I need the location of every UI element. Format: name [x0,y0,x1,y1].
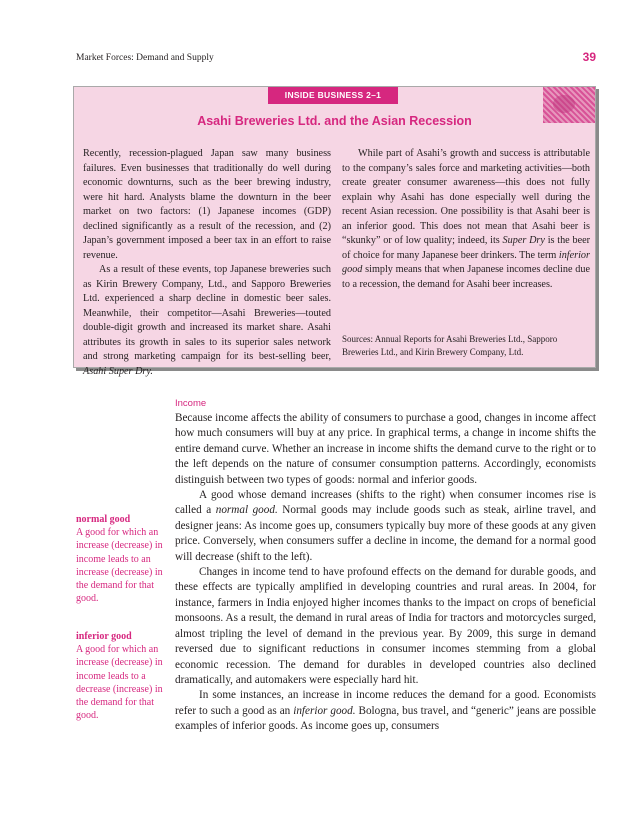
brand-name-emphasis: Asahi Super Dry. [83,365,153,377]
box-right-paragraph-1 [342,147,590,292]
box-right-p1-text-b: is the beer of choice for many Japanese beer drinkers. The term [342,235,591,261]
inside-business-box [73,86,596,377]
glossary-term: inferior good [76,631,132,642]
page-number: 39 [582,50,596,64]
glossary-definition: A good for which an increase (decrease) in income leads to a decrease (increase) in the demand for that good. [76,644,163,722]
glossary-term: normal good [76,514,131,525]
main-p4-text-b: Bologna, bus travel, and “generic” jeans are possible examples of inferior goods. As income goes up, consumers [175,704,596,733]
main-paragraph-4 [175,688,596,734]
inferior-good-term-emphasis: inferior good. [293,704,356,717]
box-left-column [83,147,331,379]
glossary-definition: A good for which an increase (decrease) in income leads to an increase (decrease) in the demand for that good. [76,527,163,605]
normal-good-emphasis: normal good. [215,504,278,517]
box-left-paragraph-1: Recently, recession-plagued Japan saw many business failures. Even businesses that traditionally do well during economic downturns, such as the beer brewing industry, were hit hard. Analysts blame the downturn in the beer market on two factors: (1) Japanese incomes (GDP) declined significantly as a result of the recession, and (2) Japan’s government imposed a beer tax in an effort to raise revenue. [83,148,331,261]
box-right-column [342,147,590,292]
glossary-inferior-good [76,630,164,722]
super-dry-emphasis: Super Dry [502,235,545,246]
box-right-p1-text-a: While part of Asahi’s growth and success is attributable to the company’s sales force and marketing activities—both create greater consumer awareness—this does not fully explain why Asahi has done especially well during the recent Asian recession. One possibility is that Asahi beer is an inferior good. This does not mean that Asahi beer is “skunky” or of low quality; indeed, its [342,148,590,246]
box-right-p1-text-c: simply means that when Japanese incomes decline due to a recession, the demand for Asahi beer increases. [342,264,590,290]
box-left-paragraph-2 [83,263,331,379]
glossary-normal-good [76,513,164,605]
main-paragraph-3: Changes in income tend to have profound effects on the demand for durable goods, and these effects are typically amplified in developing countries and rural areas. In 2004, for instance, farmers in India enjoyed higher incomes thanks to the impact on crops of beneficial monsoons. As a result, the demand in rural areas of India for tractors and motorcycles surged, almost tripling the level of demand in the previous year. By 2009, this surge in demand reversed due to significant reductions in consumer incomes stemming from a global economic recession. The demand for durables in developed countries also declined dramatically, and automakers were especially hard hit. [175,566,596,686]
main-p4-text-a: In some instances, an increase in income reduces the demand for a good. Economists refer to such a good as an [175,689,596,717]
inferior-good-emphasis: inferior good [342,249,590,275]
main-p2-text-a: A good whose demand increases (shifts to the right) when consumer incomes rise is called a [175,489,596,517]
main-paragraph-1: Because income affects the ability of consumers to purchase a good, changes in income affect how much consumers will buy at any price. In graphical terms, a change in income shifts the entire demand curve. Whether an increase in income shifts the demand curve to the right or to the left depends on the nature of consumer consumption patterns. Accordingly, economists distinguish between two types of goods: normal and inferior goods. [175,412,596,486]
box-title: Asahi Breweries Ltd. and the Asian Recession [197,114,472,128]
box-left-p2-text: As a result of these events, top Japanese breweries such as Kirin Brewery Company, Ltd., and Sapporo Breweries Ltd. experienced a sharp decline in domestic beer sales. Meanwhile, their competitor—Asahi Breweries—touted double-digit growth and increased its market share. Asahi attributes its growth in sales to its superior sales network and strong marketing campaign for its best-selling beer, [83,264,331,362]
main-text [175,411,596,735]
main-paragraph-2 [175,488,596,565]
running-head: Market Forces: Demand and Supply [76,53,214,63]
box-sources: Sources: Annual Reports for Asahi Breweries Ltd., Sapporo Breweries Ltd., and Kirin Brewery Company, Ltd. [342,334,558,357]
box-banner: INSIDE BUSINESS 2–1 [268,87,398,104]
main-p2-text-b: Normal goods may include goods such as steak, airline travel, and designer jeans: As income goes up, consumers typically buy more of these goods at any given price. Conversely, when consumers suffer a decline in income, the demand for a normal good will decrease (shift to the left). [175,504,596,563]
section-heading: Income [175,398,207,409]
